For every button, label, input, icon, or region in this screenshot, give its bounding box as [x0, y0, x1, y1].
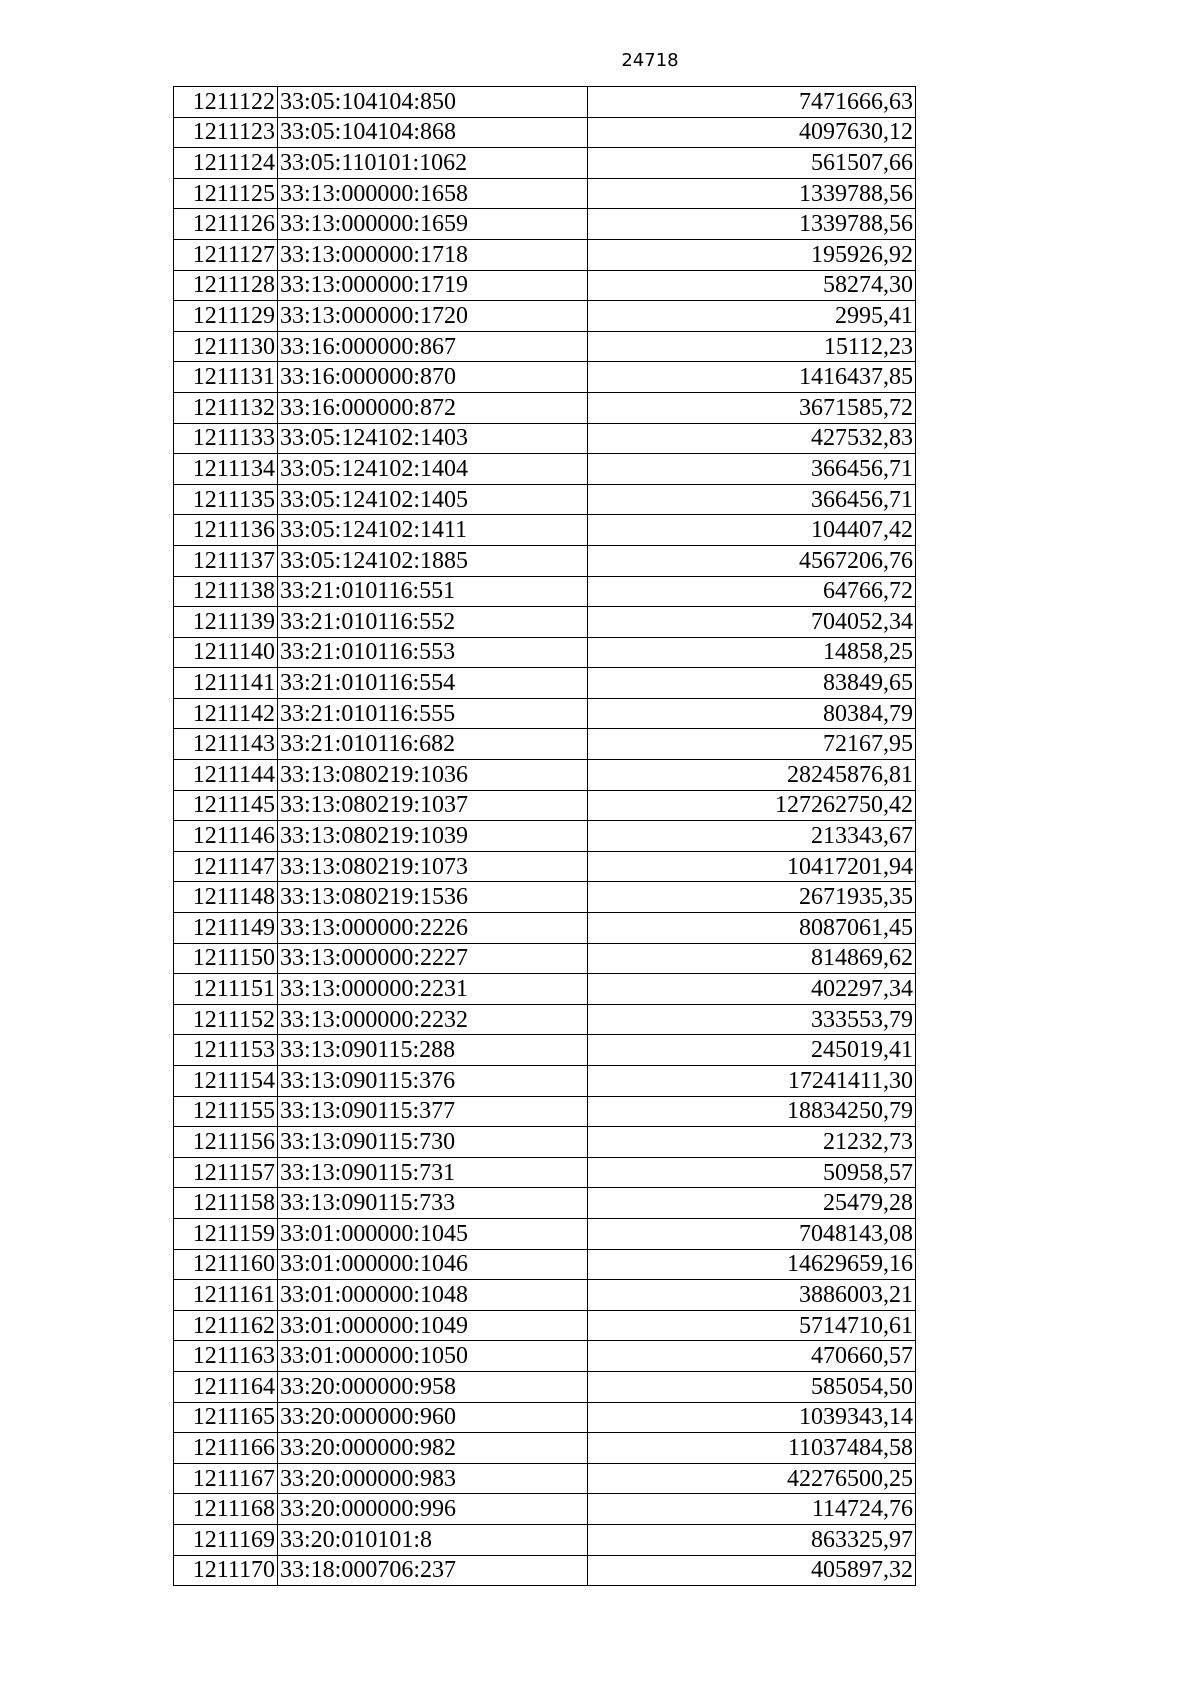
cadastral-value-cell: 405897,32: [588, 1555, 916, 1586]
table-row: [174, 1188, 916, 1219]
cadastral-number-cell: 33:20:000000:982: [278, 1433, 588, 1464]
row-number-cell: 1211148: [174, 882, 278, 913]
row-number-cell: 1211162: [174, 1310, 278, 1341]
cadastral-number-cell: 33:13:090115:731: [278, 1157, 588, 1188]
row-number-cell: 1211169: [174, 1524, 278, 1555]
table-row: [174, 239, 916, 270]
cadastral-number-cell: 33:13:000000:2231: [278, 974, 588, 1005]
cadastral-number-cell: 33:21:010116:682: [278, 729, 588, 760]
table-row: [174, 943, 916, 974]
table-row: [174, 1035, 916, 1066]
table-row: [174, 270, 916, 301]
table-row: [174, 1127, 916, 1158]
table-row: [174, 729, 916, 760]
cadastral-number-cell: 33:05:104104:850: [278, 87, 588, 118]
table-row: [174, 117, 916, 148]
cadastral-value-cell: 4567206,76: [588, 545, 916, 576]
table-row: [174, 1524, 916, 1555]
table-row: [174, 1341, 916, 1372]
cadastral-value-cell: 80384,79: [588, 698, 916, 729]
table-row: [174, 1218, 916, 1249]
row-number-cell: 1211168: [174, 1494, 278, 1525]
cadastral-number-cell: 33:13:000000:1719: [278, 270, 588, 301]
cadastral-value-cell: 25479,28: [588, 1188, 916, 1219]
row-number-cell: 1211142: [174, 698, 278, 729]
cadastral-value-table: [173, 86, 916, 1586]
cadastral-value-cell: 7471666,63: [588, 87, 916, 118]
cadastral-value-cell: 814869,62: [588, 943, 916, 974]
row-number-cell: 1211158: [174, 1188, 278, 1219]
table-row: [174, 209, 916, 240]
row-number-cell: 1211144: [174, 760, 278, 791]
row-number-cell: 1211153: [174, 1035, 278, 1066]
row-number-cell: 1211159: [174, 1218, 278, 1249]
row-number-cell: 1211123: [174, 117, 278, 148]
cadastral-value-cell: 50958,57: [588, 1157, 916, 1188]
cadastral-value-cell: 14629659,16: [588, 1249, 916, 1280]
table-row: [174, 1371, 916, 1402]
cadastral-number-cell: 33:20:000000:983: [278, 1463, 588, 1494]
cadastral-number-cell: 33:05:104104:868: [278, 117, 588, 148]
row-number-cell: 1211139: [174, 607, 278, 638]
cadastral-value-cell: 366456,71: [588, 454, 916, 485]
row-number-cell: 1211126: [174, 209, 278, 240]
cadastral-value-cell: 83849,65: [588, 668, 916, 699]
cadastral-number-cell: 33:05:124102:1405: [278, 484, 588, 515]
table-row: [174, 974, 916, 1005]
cadastral-number-cell: 33:13:000000:2226: [278, 913, 588, 944]
cadastral-number-cell: 33:16:000000:872: [278, 392, 588, 423]
table-row: [174, 576, 916, 607]
row-number-cell: 1211150: [174, 943, 278, 974]
cadastral-value-cell: 863325,97: [588, 1524, 916, 1555]
cadastral-value-cell: 3886003,21: [588, 1280, 916, 1311]
cadastral-number-cell: 33:05:124102:1403: [278, 423, 588, 454]
cadastral-number-cell: 33:13:000000:1659: [278, 209, 588, 240]
cadastral-number-cell: 33:01:000000:1049: [278, 1310, 588, 1341]
row-number-cell: 1211132: [174, 392, 278, 423]
row-number-cell: 1211131: [174, 362, 278, 393]
cadastral-number-cell: 33:20:000000:958: [278, 1371, 588, 1402]
table-row: [174, 668, 916, 699]
table-row: [174, 913, 916, 944]
table-row: [174, 545, 916, 576]
table-row: [174, 515, 916, 546]
cadastral-value-cell: 213343,67: [588, 821, 916, 852]
row-number-cell: 1211154: [174, 1066, 278, 1097]
table-row: [174, 1555, 916, 1586]
cadastral-value-cell: 366456,71: [588, 484, 916, 515]
table-row: [174, 1066, 916, 1097]
cadastral-value-cell: 402297,34: [588, 974, 916, 1005]
cadastral-number-cell: 33:13:000000:1718: [278, 239, 588, 270]
cadastral-number-cell: 33:13:000000:2227: [278, 943, 588, 974]
cadastral-value-cell: 245019,41: [588, 1035, 916, 1066]
row-number-cell: 1211149: [174, 913, 278, 944]
row-number-cell: 1211140: [174, 637, 278, 668]
row-number-cell: 1211134: [174, 454, 278, 485]
table-row: [174, 698, 916, 729]
cadastral-number-cell: 33:20:000000:996: [278, 1494, 588, 1525]
table-row: [174, 790, 916, 821]
cadastral-number-cell: 33:13:080219:1039: [278, 821, 588, 852]
table-row: [174, 821, 916, 852]
table-row: [174, 882, 916, 913]
table-row: [174, 1004, 916, 1035]
cadastral-value-cell: 1339788,56: [588, 178, 916, 209]
cadastral-number-cell: 33:05:124102:1404: [278, 454, 588, 485]
table-row: [174, 1463, 916, 1494]
row-number-cell: 1211160: [174, 1249, 278, 1280]
cadastral-number-cell: 33:13:090115:288: [278, 1035, 588, 1066]
row-number-cell: 1211124: [174, 148, 278, 179]
cadastral-value-cell: 1339788,56: [588, 209, 916, 240]
table-row: [174, 1433, 916, 1464]
cadastral-number-cell: 33:13:000000:1658: [278, 178, 588, 209]
row-number-cell: 1211147: [174, 851, 278, 882]
cadastral-value-cell: 114724,76: [588, 1494, 916, 1525]
row-number-cell: 1211146: [174, 821, 278, 852]
cadastral-value-cell: 14858,25: [588, 637, 916, 668]
table-row: [174, 148, 916, 179]
table-row: [174, 1494, 916, 1525]
cadastral-number-cell: 33:01:000000:1045: [278, 1218, 588, 1249]
table-row: [174, 1402, 916, 1433]
table-row: [174, 362, 916, 393]
table-row: [174, 87, 916, 118]
table-row: [174, 454, 916, 485]
cadastral-number-cell: 33:13:080219:1536: [278, 882, 588, 913]
table-row: [174, 1096, 916, 1127]
cadastral-number-cell: 33:21:010116:551: [278, 576, 588, 607]
cadastral-number-cell: 33:13:090115:376: [278, 1066, 588, 1097]
cadastral-value-cell: 72167,95: [588, 729, 916, 760]
cadastral-number-cell: 33:13:080219:1073: [278, 851, 588, 882]
row-number-cell: 1211129: [174, 301, 278, 332]
cadastral-value-cell: 1039343,14: [588, 1402, 916, 1433]
cadastral-number-cell: 33:01:000000:1048: [278, 1280, 588, 1311]
cadastral-value-cell: 2995,41: [588, 301, 916, 332]
cadastral-value-cell: 8087061,45: [588, 913, 916, 944]
row-number-cell: 1211156: [174, 1127, 278, 1158]
row-number-cell: 1211145: [174, 790, 278, 821]
row-number-cell: 1211161: [174, 1280, 278, 1311]
cadastral-value-cell: 5714710,61: [588, 1310, 916, 1341]
table-row: [174, 484, 916, 515]
row-number-cell: 1211151: [174, 974, 278, 1005]
row-number-cell: 1211135: [174, 484, 278, 515]
cadastral-value-cell: 17241411,30: [588, 1066, 916, 1097]
cadastral-number-cell: 33:20:010101:8: [278, 1524, 588, 1555]
cadastral-number-cell: 33:01:000000:1050: [278, 1341, 588, 1372]
cadastral-value-cell: 704052,34: [588, 607, 916, 638]
row-number-cell: 1211128: [174, 270, 278, 301]
cadastral-value-cell: 58274,30: [588, 270, 916, 301]
cadastral-value-cell: 104407,42: [588, 515, 916, 546]
table-row: [174, 1280, 916, 1311]
cadastral-value-cell: 64766,72: [588, 576, 916, 607]
table-row: [174, 760, 916, 791]
cadastral-value-cell: 42276500,25: [588, 1463, 916, 1494]
cadastral-number-cell: 33:18:000706:237: [278, 1555, 588, 1586]
cadastral-number-cell: 33:05:124102:1411: [278, 515, 588, 546]
row-number-cell: 1211133: [174, 423, 278, 454]
cadastral-value-cell: 11037484,58: [588, 1433, 916, 1464]
table-row: [174, 392, 916, 423]
row-number-cell: 1211130: [174, 331, 278, 362]
cadastral-value-cell: 1416437,85: [588, 362, 916, 393]
cadastral-number-cell: 33:21:010116:552: [278, 607, 588, 638]
cadastral-value-cell: 7048143,08: [588, 1218, 916, 1249]
cadastral-number-cell: 33:21:010116:553: [278, 637, 588, 668]
table-row: [174, 1310, 916, 1341]
cadastral-value-cell: 10417201,94: [588, 851, 916, 882]
cadastral-number-cell: 33:13:090115:733: [278, 1188, 588, 1219]
cadastral-number-cell: 33:13:090115:730: [278, 1127, 588, 1158]
row-number-cell: 1211163: [174, 1341, 278, 1372]
cadastral-value-cell: 561507,66: [588, 148, 916, 179]
row-number-cell: 1211164: [174, 1371, 278, 1402]
cadastral-value-cell: 3671585,72: [588, 392, 916, 423]
cadastral-value-cell: 15112,23: [588, 331, 916, 362]
cadastral-number-cell: 33:13:080219:1036: [278, 760, 588, 791]
row-number-cell: 1211127: [174, 239, 278, 270]
cadastral-number-cell: 33:16:000000:870: [278, 362, 588, 393]
cadastral-number-cell: 33:05:110101:1062: [278, 148, 588, 179]
cadastral-number-cell: 33:21:010116:555: [278, 698, 588, 729]
cadastral-value-cell: 18834250,79: [588, 1096, 916, 1127]
row-number-cell: 1211137: [174, 545, 278, 576]
cadastral-number-cell: 33:21:010116:554: [278, 668, 588, 699]
row-number-cell: 1211170: [174, 1555, 278, 1586]
cadastral-value-cell: 2671935,35: [588, 882, 916, 913]
table-row: [174, 301, 916, 332]
row-number-cell: 1211125: [174, 178, 278, 209]
cadastral-value-cell: 195926,92: [588, 239, 916, 270]
cadastral-value-cell: 470660,57: [588, 1341, 916, 1372]
table-row: [174, 1157, 916, 1188]
table-row: [174, 637, 916, 668]
cadastral-value-cell: 427532,83: [588, 423, 916, 454]
row-number-cell: 1211136: [174, 515, 278, 546]
cadastral-number-cell: 33:13:000000:2232: [278, 1004, 588, 1035]
cadastral-value-cell: 127262750,42: [588, 790, 916, 821]
table-row: [174, 851, 916, 882]
row-number-cell: 1211167: [174, 1463, 278, 1494]
table-row: [174, 423, 916, 454]
row-number-cell: 1211143: [174, 729, 278, 760]
cadastral-number-cell: 33:05:124102:1885: [278, 545, 588, 576]
cadastral-value-cell: 585054,50: [588, 1371, 916, 1402]
row-number-cell: 1211152: [174, 1004, 278, 1035]
cadastral-number-cell: 33:20:000000:960: [278, 1402, 588, 1433]
table-row: [174, 607, 916, 638]
row-number-cell: 1211122: [174, 87, 278, 118]
cadastral-number-cell: 33:13:080219:1037: [278, 790, 588, 821]
cadastral-value-cell: 4097630,12: [588, 117, 916, 148]
cadastral-number-cell: 33:16:000000:867: [278, 331, 588, 362]
table-row: [174, 178, 916, 209]
row-number-cell: 1211166: [174, 1433, 278, 1464]
cadastral-number-cell: 33:01:000000:1046: [278, 1249, 588, 1280]
page-number: 24718: [621, 50, 679, 71]
cadastral-number-cell: 33:13:000000:1720: [278, 301, 588, 332]
row-number-cell: 1211165: [174, 1402, 278, 1433]
table-row: [174, 1249, 916, 1280]
row-number-cell: 1211157: [174, 1157, 278, 1188]
row-number-cell: 1211155: [174, 1096, 278, 1127]
row-number-cell: 1211138: [174, 576, 278, 607]
cadastral-number-cell: 33:13:090115:377: [278, 1096, 588, 1127]
cadastral-value-cell: 21232,73: [588, 1127, 916, 1158]
table-body: [174, 87, 916, 1586]
row-number-cell: 1211141: [174, 668, 278, 699]
cadastral-value-cell: 28245876,81: [588, 760, 916, 791]
table-row: [174, 331, 916, 362]
cadastral-value-cell: 333553,79: [588, 1004, 916, 1035]
